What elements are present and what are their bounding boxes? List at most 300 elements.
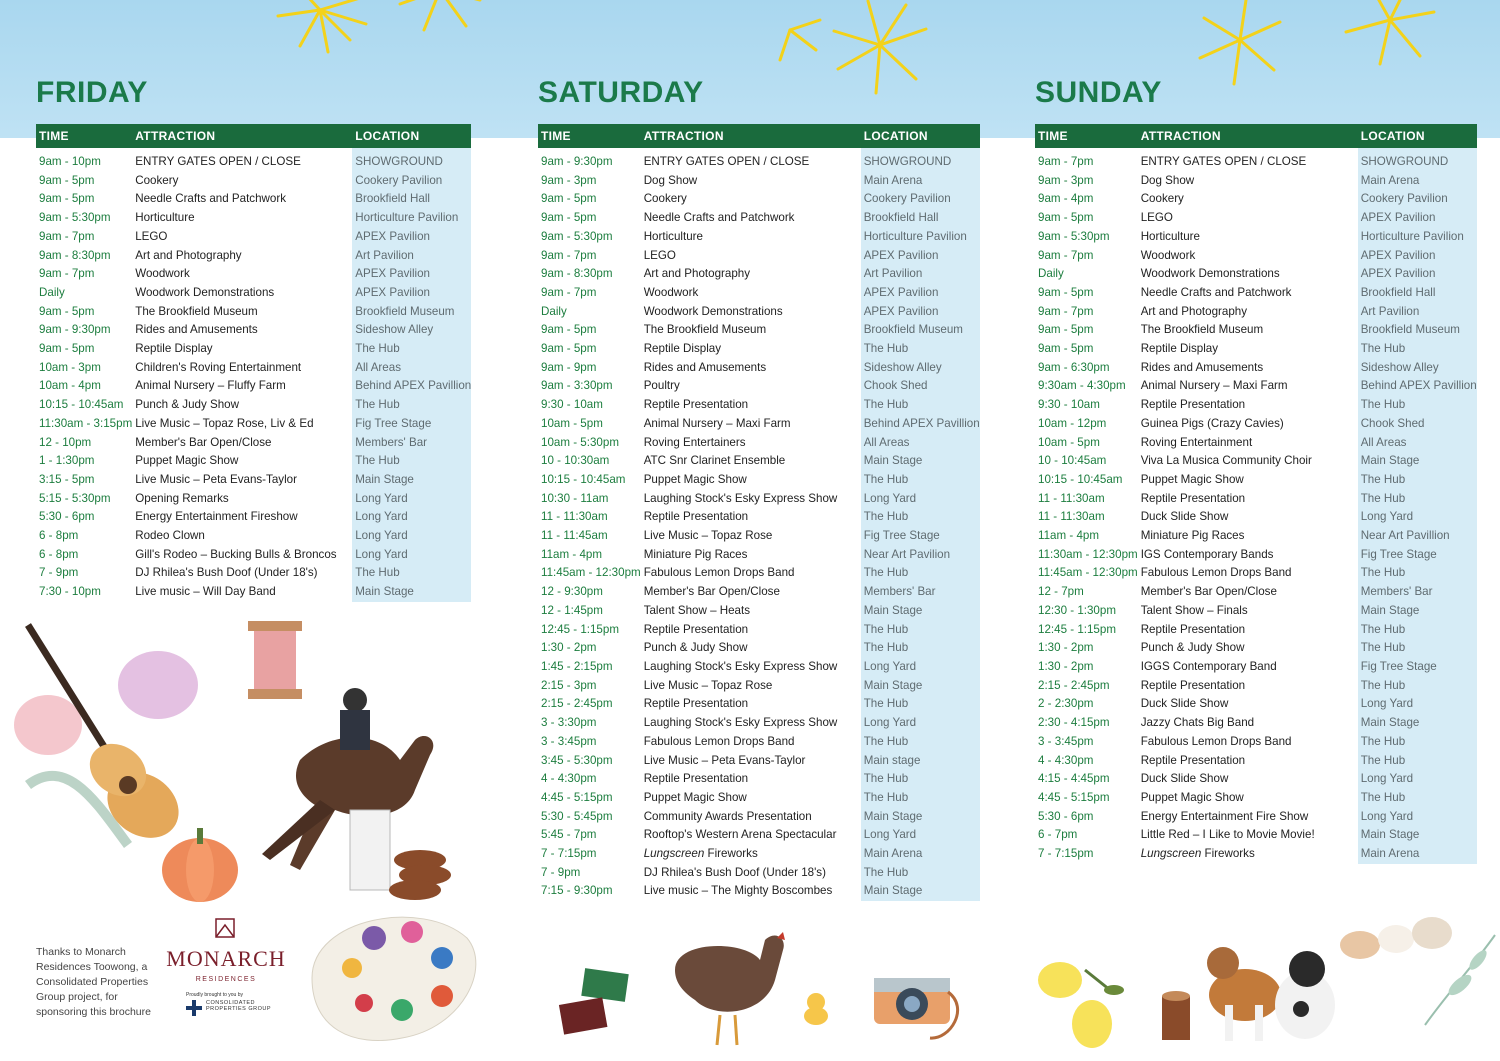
table-row <box>538 359 980 378</box>
attraction-cell: Animal Nursery – Maxi Farm <box>1140 379 1288 393</box>
time-cell: 11 - 11:30am <box>1038 510 1105 524</box>
location-cell: The Hub <box>1358 564 1477 583</box>
attraction-cell: Woodwork <box>135 267 190 281</box>
time-cell: 3 - 3:45pm <box>1038 734 1094 748</box>
table-row <box>36 564 471 583</box>
time-cell: 9am - 9pm <box>541 360 597 374</box>
table-row <box>538 639 980 658</box>
table-row <box>1035 583 1477 602</box>
table-row <box>1035 770 1477 789</box>
location-cell: The Hub <box>1358 471 1477 490</box>
sponsor-thanks-text: Thanks to Monarch Residences Toowong, a Consolidated Properties Group project, for sponsoring this brochure <box>36 946 151 1018</box>
time-cell: 10 - 10:30am <box>541 454 610 468</box>
attraction-cell: Lungscreen Fireworks <box>643 847 758 861</box>
attraction-cell: Punch & Judy Show <box>135 398 239 412</box>
time-cell: 12:45 - 1:15pm <box>541 622 619 636</box>
time-cell: 11am - 4pm <box>541 547 602 561</box>
time-cell: 2:15 - 2:45pm <box>1038 678 1110 692</box>
location-cell: All Areas <box>1358 434 1477 453</box>
location-cell: APEX Pavilion <box>352 265 471 284</box>
location-cell: Main Stage <box>352 583 471 602</box>
location-column-header: LOCATION <box>1358 124 1477 148</box>
attraction-cell: Reptile Display <box>643 342 722 356</box>
table-row <box>538 621 980 640</box>
location-cell: The Hub <box>352 564 471 583</box>
location-cell: APEX Pavilion <box>861 247 980 266</box>
attraction-cell: Little Red – I Like to Movie Movie! <box>1140 828 1315 842</box>
location-cell: APEX Pavilion <box>1358 265 1477 284</box>
attraction-cell: Needle Crafts and Patchwork <box>1140 285 1292 299</box>
table-row <box>1035 658 1477 677</box>
location-cell: The Hub <box>861 621 980 640</box>
location-cell: The Hub <box>1358 639 1477 658</box>
table-row <box>538 527 980 546</box>
saturday-title: SATURDAY <box>538 76 704 109</box>
attraction-cell: Miniature Pig Races <box>1140 529 1245 543</box>
location-cell: Cookery Pavilion <box>1358 190 1477 209</box>
location-cell: Brookfield Hall <box>861 209 980 228</box>
time-cell: 4:15 - 4:45pm <box>1038 772 1110 786</box>
horse-jumper-icon <box>240 670 460 910</box>
attraction-cell: Horticulture <box>643 229 703 243</box>
attraction-cell: Woodwork Demonstrations <box>643 304 783 318</box>
location-cell: Long Yard <box>352 490 471 509</box>
location-cell: Main Stage <box>1358 826 1477 845</box>
attraction-cell: Lungscreen Fireworks <box>1140 847 1255 861</box>
attraction-cell: Roving Entertainment <box>1140 435 1253 449</box>
attraction-cell: Reptile Presentation <box>643 398 749 412</box>
table-row <box>538 209 980 228</box>
time-cell: 9am - 6:30pm <box>1038 360 1110 374</box>
attraction-cell: Fabulous Lemon Drops Band <box>643 734 795 748</box>
attraction-cell: Rooftop's Western Arena Spectacular <box>643 828 837 842</box>
location-cell: Long Yard <box>1358 770 1477 789</box>
location-cell: Horticulture Pavilion <box>861 228 980 247</box>
tree-stump-icon <box>1158 990 1194 1042</box>
attraction-cell: ATC Snr Clarinet Ensemble <box>643 454 786 468</box>
time-cell: 1:45 - 2:15pm <box>541 659 613 673</box>
location-cell: Cookery Pavilion <box>861 190 980 209</box>
table-row <box>538 190 980 209</box>
time-cell: Daily <box>1038 267 1064 281</box>
attraction-cell: Laughing Stock's Esky Express Show <box>643 716 838 730</box>
table-row <box>1035 527 1477 546</box>
attraction-cell: Rodeo Clown <box>135 529 205 543</box>
table-row <box>36 359 471 378</box>
attraction-cell: LEGO <box>643 248 676 262</box>
time-cell: 9am - 7pm <box>39 229 95 243</box>
location-cell: Brookfield Hall <box>352 190 471 209</box>
location-cell: Main Arena <box>1358 845 1477 864</box>
table-row <box>538 546 980 565</box>
table-row <box>36 209 471 228</box>
time-column-header: TIME <box>538 124 641 148</box>
attraction-cell: The Brookfield Museum <box>135 304 258 318</box>
attraction-cell: Laughing Stock's Esky Express Show <box>643 659 838 673</box>
attraction-cell: Member's Bar Open/Close <box>1140 585 1277 599</box>
location-cell: The Hub <box>861 770 980 789</box>
table-row <box>1035 639 1477 658</box>
time-cell: 5:30 - 6pm <box>39 510 95 524</box>
time-cell: 11:45am - 12:30pm <box>1038 566 1138 580</box>
location-cell: The Hub <box>1358 621 1477 640</box>
attraction-cell: DJ Rhilea's Bush Doof (Under 18's) <box>135 566 318 580</box>
time-cell: 9am - 5pm <box>541 211 597 225</box>
sunday-schedule-table <box>1035 124 1477 864</box>
sunday-title: SUNDAY <box>1035 76 1162 109</box>
time-cell: 11:30am - 12:30pm <box>1038 547 1138 561</box>
location-cell: Long Yard <box>861 658 980 677</box>
location-cell: The Hub <box>861 695 980 714</box>
location-cell: SHOWGROUND <box>1358 153 1477 172</box>
attraction-cell: Animal Nursery – Fluffy Farm <box>135 379 286 393</box>
time-cell: 6 - 8pm <box>39 547 79 561</box>
time-cell: 9am - 5pm <box>541 342 597 356</box>
attraction-cell: Jazzy Chats Big Band <box>1140 716 1255 730</box>
attraction-cell: Member's Bar Open/Close <box>135 435 272 449</box>
pumpkin-icon <box>155 818 245 908</box>
table-row <box>36 377 471 396</box>
leaf-branch-icon <box>1420 930 1498 1030</box>
location-cell: The Hub <box>1358 789 1477 808</box>
attraction-cell: IGS Contemporary Bands <box>1140 547 1274 561</box>
time-cell: 9am - 5pm <box>1038 285 1094 299</box>
location-cell: Long Yard <box>1358 508 1477 527</box>
time-cell: 10am - 12pm <box>1038 416 1107 430</box>
table-row <box>1035 153 1477 172</box>
location-cell: Sideshow Alley <box>1358 359 1477 378</box>
time-column-header: TIME <box>1035 124 1138 148</box>
attraction-cell: Puppet Magic Show <box>643 472 747 486</box>
location-cell: SHOWGROUND <box>352 153 471 172</box>
time-cell: 10am - 5:30pm <box>541 435 619 449</box>
time-cell: 10 - 10:45am <box>1038 454 1107 468</box>
table-row <box>36 452 471 471</box>
table-row <box>1035 490 1477 509</box>
location-column-header: LOCATION <box>352 124 471 148</box>
attraction-cell: Reptile Presentation <box>1140 753 1246 767</box>
attraction-cell: Dog Show <box>1140 173 1195 187</box>
friday-schedule-table <box>36 124 471 602</box>
camera-icon <box>870 968 966 1046</box>
time-cell: 7 - 9pm <box>541 865 581 879</box>
attraction-cell: Rides and Amusements <box>135 323 258 337</box>
time-cell: 7 - 9pm <box>39 566 79 580</box>
location-cell: APEX Pavilion <box>1358 209 1477 228</box>
location-cell: The Hub <box>861 508 980 527</box>
attraction-cell: IGGS Contemporary Band <box>1140 659 1277 673</box>
table-row <box>36 284 471 303</box>
table-row <box>1035 789 1477 808</box>
location-cell: Main Arena <box>1358 172 1477 191</box>
table-row <box>538 396 980 415</box>
location-cell: Behind APEX Pavillion <box>352 377 471 396</box>
table-row <box>36 303 471 322</box>
attraction-cell: Duck Slide Show <box>1140 510 1229 524</box>
location-cell: The Hub <box>861 340 980 359</box>
table-row <box>538 247 980 266</box>
location-cell: Chook Shed <box>861 377 980 396</box>
table-row <box>1035 340 1477 359</box>
table-row <box>538 564 980 583</box>
location-cell: Long Yard <box>861 826 980 845</box>
location-cell: Main Stage <box>1358 602 1477 621</box>
table-row <box>1035 190 1477 209</box>
attraction-cell: Energy Entertainment Fireshow <box>135 510 298 524</box>
location-cell: Main Stage <box>861 882 980 901</box>
attraction-cell: DJ Rhilea's Bush Doof (Under 18's) <box>643 865 826 879</box>
time-column-header: TIME <box>36 124 132 148</box>
lemon-icon <box>1030 950 1130 1050</box>
attraction-column-header: ATTRACTION <box>1138 124 1358 148</box>
attraction-cell: LEGO <box>1140 211 1173 225</box>
location-cell: The Hub <box>861 733 980 752</box>
attraction-cell: Horticulture <box>135 211 195 225</box>
location-cell: Near Art Pavillion <box>1358 527 1477 546</box>
friday-title: FRIDAY <box>36 76 148 109</box>
time-cell: 2:15 - 3pm <box>541 678 597 692</box>
attraction-cell: Talent Show – Finals <box>1140 603 1248 617</box>
location-cell: Members' Bar <box>1358 583 1477 602</box>
table-row <box>538 752 980 771</box>
location-cell: The Hub <box>861 564 980 583</box>
table-header-row <box>1035 124 1477 148</box>
location-cell: Long Yard <box>861 714 980 733</box>
time-cell: 6 - 8pm <box>39 529 79 543</box>
time-cell: 7:30 - 10pm <box>39 585 101 599</box>
table-row <box>1035 826 1477 845</box>
attraction-cell: Reptile Presentation <box>1140 398 1246 412</box>
table-row <box>1035 564 1477 583</box>
time-cell: 9am - 5pm <box>39 304 95 318</box>
attraction-cell: Fabulous Lemon Drops Band <box>1140 734 1292 748</box>
location-cell: APEX Pavilion <box>352 228 471 247</box>
time-cell: 9am - 5pm <box>1038 211 1094 225</box>
attraction-cell: Live music – The Mighty Boscombes <box>643 884 833 898</box>
attraction-cell: Art and Photography <box>135 248 242 262</box>
table-row <box>538 434 980 453</box>
building-blocks-icon <box>555 965 635 1045</box>
time-cell: 9:30am - 4:30pm <box>1038 379 1126 393</box>
location-cell: Long Yard <box>352 546 471 565</box>
attraction-cell: Community Awards Presentation <box>643 809 812 823</box>
time-cell: 10:15 - 10:45am <box>541 472 626 486</box>
table-row <box>538 303 980 322</box>
table-row <box>1035 396 1477 415</box>
location-cell: The Hub <box>861 639 980 658</box>
attraction-cell: Needle Crafts and Patchwork <box>135 192 287 206</box>
attraction-cell: Dog Show <box>643 173 698 187</box>
firework-icon <box>770 0 1070 120</box>
saturday-schedule-table <box>538 124 980 901</box>
table-row <box>1035 359 1477 378</box>
attraction-cell: Rides and Amusements <box>643 360 767 374</box>
attraction-cell: Reptile Presentation <box>643 772 749 786</box>
attraction-cell: Live Music – Peta Evans-Taylor <box>135 472 297 486</box>
time-cell: 4:45 - 5:15pm <box>541 790 613 804</box>
chick-icon <box>800 988 832 1028</box>
time-cell: 11 - 11:45am <box>541 529 608 543</box>
location-column-header: LOCATION <box>861 124 980 148</box>
attraction-column-header: ATTRACTION <box>132 124 352 148</box>
time-cell: 3 - 3:30pm <box>541 716 597 730</box>
table-row <box>538 471 980 490</box>
time-cell: 3 - 3:45pm <box>541 734 597 748</box>
proudly-brought-label: Proudly brought to you by <box>186 992 243 998</box>
attraction-cell: Cookery <box>643 192 687 206</box>
table-row <box>538 415 980 434</box>
attraction-cell: Reptile Presentation <box>1140 491 1246 505</box>
location-cell: All Areas <box>352 359 471 378</box>
table-row <box>538 284 980 303</box>
table-row <box>538 490 980 509</box>
attraction-cell: Puppet Magic Show <box>643 790 747 804</box>
table-row <box>36 434 471 453</box>
table-row <box>1035 228 1477 247</box>
attraction-cell: The Brookfield Museum <box>1140 323 1264 337</box>
attraction-cell: Duck Slide Show <box>1140 772 1229 786</box>
attraction-cell: Roving Entertainers <box>643 435 746 449</box>
location-cell: Fig Tree Stage <box>1358 658 1477 677</box>
table-row <box>538 602 980 621</box>
attraction-cell: Live Music – Topaz Rose <box>643 529 773 543</box>
table-row <box>1035 209 1477 228</box>
time-cell: 9am - 5:30pm <box>1038 229 1110 243</box>
location-cell: Main Stage <box>1358 714 1477 733</box>
location-cell: Art Pavilion <box>1358 303 1477 322</box>
firework-icon <box>1180 0 1480 120</box>
table-row <box>538 172 980 191</box>
table-row <box>1035 695 1477 714</box>
attraction-cell: Reptile Presentation <box>643 510 749 524</box>
attraction-cell: Reptile Presentation <box>643 697 749 711</box>
table-row <box>36 153 471 172</box>
time-cell: 9am - 9:30pm <box>39 323 111 337</box>
location-cell: Long Yard <box>352 508 471 527</box>
time-cell: 10am - 5pm <box>541 416 603 430</box>
location-cell: Fig Tree Stage <box>861 527 980 546</box>
location-cell: Long Yard <box>861 490 980 509</box>
location-cell: All Areas <box>861 434 980 453</box>
time-cell: 4 - 4:30pm <box>1038 753 1094 767</box>
time-cell: 9am - 5:30pm <box>541 229 613 243</box>
location-cell: Main Stage <box>861 677 980 696</box>
table-row <box>538 377 980 396</box>
attraction-cell: Live Music – Peta Evans-Taylor <box>643 753 806 767</box>
time-cell: 9am - 9:30pm <box>541 155 613 168</box>
beagle-dog-icon <box>1195 935 1355 1047</box>
attraction-cell: Punch & Judy Show <box>643 641 748 655</box>
time-cell: 5:45 - 7pm <box>541 828 597 842</box>
location-cell: Main Stage <box>1358 452 1477 471</box>
table-row <box>36 321 471 340</box>
table-row <box>1035 752 1477 771</box>
table-row <box>538 826 980 845</box>
attraction-cell: Live Music – Topaz Rose, Liv & Ed <box>135 416 314 430</box>
table-row <box>538 845 980 864</box>
location-cell: Behind APEX Pavillion <box>861 415 980 434</box>
table-row <box>538 733 980 752</box>
time-cell: 9:30 - 10am <box>541 398 603 412</box>
attraction-cell: Duck Slide Show <box>1140 697 1229 711</box>
time-cell: 3:45 - 5:30pm <box>541 753 613 767</box>
table-row <box>538 714 980 733</box>
time-cell: 5:15 - 5:30pm <box>39 491 111 505</box>
table-row <box>1035 808 1477 827</box>
time-cell: 1:30 - 2pm <box>541 641 597 655</box>
attraction-cell: Viva La Musica Community Choir <box>1140 454 1312 468</box>
time-cell: 9am - 5pm <box>39 342 95 356</box>
table-row <box>1035 452 1477 471</box>
attraction-cell: Woodwork <box>1140 248 1196 262</box>
table-row <box>1035 621 1477 640</box>
table-row <box>1035 265 1477 284</box>
attraction-cell: Live Music – Topaz Rose <box>643 678 773 692</box>
table-row <box>538 508 980 527</box>
time-cell: 9am - 3pm <box>1038 173 1094 187</box>
firework-icon <box>250 0 510 100</box>
time-cell: 2:30 - 4:15pm <box>1038 716 1110 730</box>
location-cell: The Hub <box>861 471 980 490</box>
attraction-cell: Art and Photography <box>1140 304 1248 318</box>
location-cell: Brookfield Museum <box>1358 321 1477 340</box>
location-cell: The Hub <box>861 789 980 808</box>
time-cell: 4:45 - 5:15pm <box>1038 790 1110 804</box>
location-cell: Fig Tree Stage <box>352 415 471 434</box>
table-row <box>1035 321 1477 340</box>
time-cell: 9am - 5pm <box>39 173 95 187</box>
table-row <box>538 452 980 471</box>
attraction-cell: Energy Entertainment Fire Show <box>1140 809 1309 823</box>
table-row <box>538 658 980 677</box>
attraction-cell: Reptile Presentation <box>1140 678 1246 692</box>
location-cell: Main Stage <box>861 808 980 827</box>
table-row <box>1035 845 1477 864</box>
attraction-cell: Live music – Will Day Band <box>135 585 276 599</box>
location-cell: Fig Tree Stage <box>1358 546 1477 565</box>
table-row <box>36 340 471 359</box>
time-cell: 12 - 10pm <box>39 435 92 449</box>
location-cell: Sideshow Alley <box>861 359 980 378</box>
table-row <box>1035 471 1477 490</box>
table-row <box>36 228 471 247</box>
attraction-cell: ENTRY GATES OPEN / CLOSE <box>643 155 810 168</box>
time-cell: 9am - 10pm <box>39 155 101 168</box>
time-cell: 9am - 5pm <box>1038 323 1094 337</box>
attraction-cell: Cookery <box>135 173 179 187</box>
location-cell: APEX Pavilion <box>861 303 980 322</box>
location-cell: Chook Shed <box>1358 415 1477 434</box>
location-cell: The Hub <box>1358 396 1477 415</box>
attraction-cell: Woodwork <box>643 285 699 299</box>
time-cell: 10:30 - 11am <box>541 491 609 505</box>
attraction-cell: Punch & Judy Show <box>1140 641 1245 655</box>
time-cell: 9am - 7pm <box>541 248 597 262</box>
attraction-cell: Animal Nursery – Maxi Farm <box>643 416 791 430</box>
table-row <box>538 583 980 602</box>
time-cell: 5:30 - 5:45pm <box>541 809 613 823</box>
attraction-cell: Laughing Stock's Esky Express Show <box>643 491 838 505</box>
time-cell: 9am - 5pm <box>1038 342 1094 356</box>
hen-icon <box>665 920 795 1050</box>
location-cell: Sideshow Alley <box>352 321 471 340</box>
location-cell: The Hub <box>861 864 980 883</box>
location-cell: The Hub <box>1358 490 1477 509</box>
attraction-cell: Woodwork Demonstrations <box>1140 267 1280 281</box>
table-row <box>538 340 980 359</box>
location-cell: Art Pavilion <box>861 265 980 284</box>
table-row <box>1035 602 1477 621</box>
